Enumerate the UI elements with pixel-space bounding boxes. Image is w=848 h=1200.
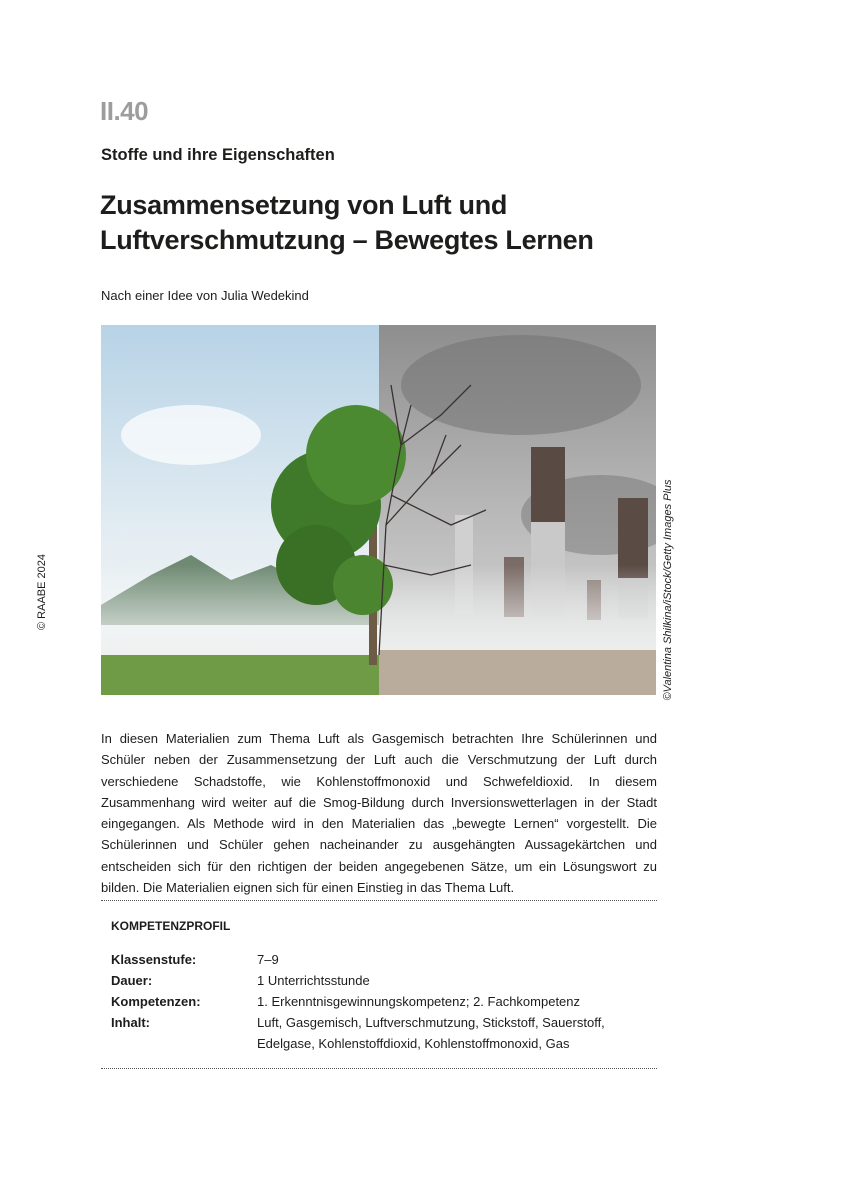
- profile-label: Klassenstufe:: [111, 952, 197, 967]
- intro-paragraph: In diesen Materialien zum Thema Luft als Gasgemisch betrachten Ihre Schülerinnen und Schüler neben der Zusammensetzung der Luft auch die Verschmutzung der Luft durch verschiedene Schadstoffe, wie Kohlenstoffmonoxid und Schwefeldioxid. In diesem Zusammenhang wird weiter auf die Smog-Bildung durch Inversionswetterlagen in der Stadt eingegangen. Als Methode wird in den Materialien das „bewegte Lernen“ vorgestellt. Die Schülerinnen und Schüler gehen nacheinander zu ausgehängten Aussagekärtchen und entscheiden sich für den richtigen der beiden angegebenen Sätze, um ein Lösungswort zu bilden. Die Materialien eignen sich für einen Einstieg in das Thema Luft.: [101, 731, 657, 896]
- category-heading: Stoffe und ihre Eigenschaften: [101, 146, 335, 164]
- title-line-1: Zusammensetzung von Luft und: [100, 190, 508, 220]
- kompetenzprofil-heading: KOMPETENZPROFIL: [111, 919, 231, 933]
- profile-row-inhalt: [111, 1012, 651, 1054]
- divider-top: [101, 900, 657, 901]
- cover-photo: [101, 325, 656, 695]
- clean-vs-polluted-illustration: [101, 325, 656, 695]
- section-code: II.40: [100, 96, 149, 126]
- profile-value: 1 Unterrichtsstunde: [257, 973, 370, 988]
- profile-value: 7–9: [257, 952, 279, 967]
- profile-row-kompetenzen: [111, 991, 651, 1012]
- title-line-2: Luftverschmutzung – Bewegtes Lernen: [100, 225, 594, 255]
- profile-label: Dauer:: [111, 973, 153, 988]
- author-line: Nach einer Idee von Julia Wedekind: [101, 288, 309, 303]
- profile-label: Inhalt:: [111, 1015, 150, 1030]
- photo-credit: ©Valentina Shilkina/iStock/Getty Images Plus: [662, 479, 674, 701]
- profile-label: Kompetenzen:: [111, 994, 201, 1009]
- profile-row-dauer: [111, 970, 651, 991]
- copyright-notice: © RAABE 2024: [36, 554, 48, 630]
- profile-value: Luft, Gasgemisch, Luftverschmutzung, Stickstoff, Sauerstoff, Edelgase, Kohlenstoffdioxid, Kohlenstoffmonoxid, Gas: [257, 1015, 605, 1051]
- page-title: [100, 188, 594, 258]
- profile-row-klassenstufe: [111, 949, 651, 970]
- divider-bottom: [101, 1068, 657, 1069]
- profile-value: 1. Erkenntnisgewinnungskompetenz; 2. Fachkompetenz: [257, 994, 581, 1009]
